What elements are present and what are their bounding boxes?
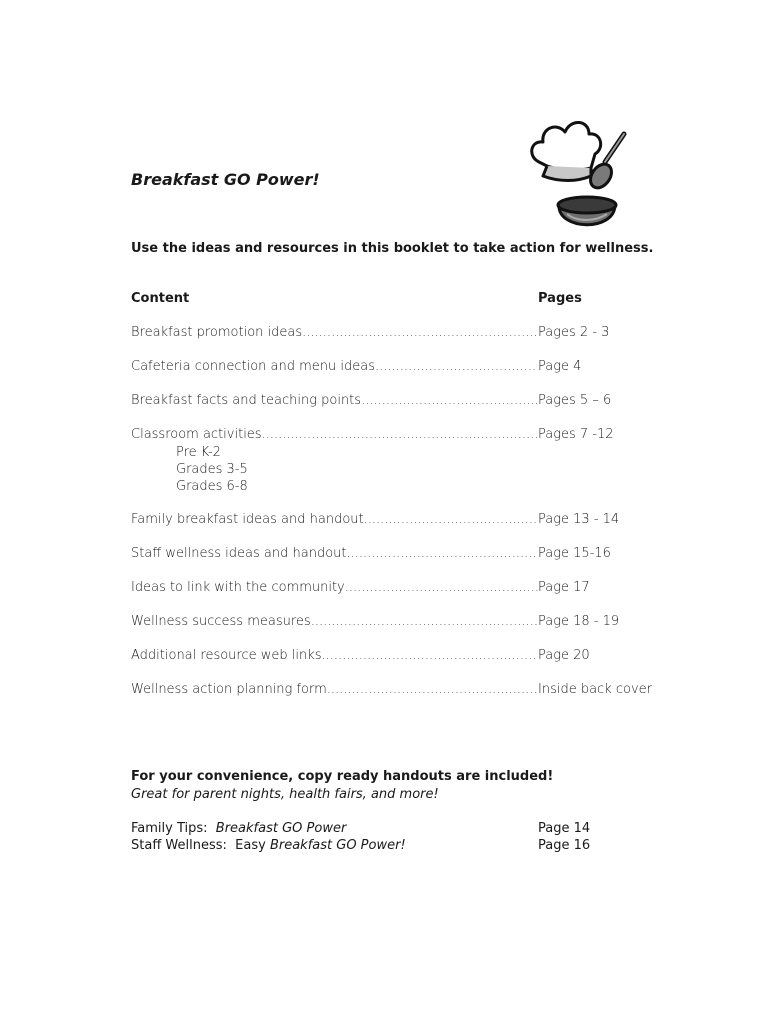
page-title: Breakfast GO Power! bbox=[131, 170, 320, 189]
bowl-icon bbox=[558, 197, 616, 225]
toc-row bbox=[131, 648, 651, 666]
intro-text: Use the ideas and resources in this booklet to take action for wellness. bbox=[131, 241, 654, 256]
handout-row bbox=[131, 838, 651, 853]
handout-prefix: Family Tips: bbox=[131, 821, 216, 836]
toc-leader bbox=[327, 682, 538, 697]
convenience-title: For your convenience, copy ready handouts are included! bbox=[131, 769, 554, 784]
toc-label: Family breakfast ideas and handout bbox=[131, 512, 364, 527]
toc-label: Cafeteria connection and menu ideas bbox=[131, 359, 375, 374]
toc-row bbox=[131, 546, 651, 564]
handout-row bbox=[131, 821, 651, 836]
toc-leader bbox=[262, 427, 538, 442]
toc-label: Additional resource web links bbox=[131, 648, 322, 663]
chef-hat-spoon-bowl-icon bbox=[525, 110, 635, 235]
toc-pages: Page 4 bbox=[538, 359, 582, 374]
toc-leader bbox=[361, 393, 538, 408]
handout-label bbox=[131, 821, 538, 836]
toc-pages: Pages 7 -12 bbox=[538, 427, 614, 442]
toc-leader bbox=[375, 359, 538, 374]
toc-leader bbox=[364, 512, 538, 527]
handout-title: Breakfast GO Power! bbox=[269, 838, 406, 853]
toc-leader bbox=[345, 580, 538, 595]
handout-title: Breakfast GO Power bbox=[215, 821, 347, 836]
toc-pages: Pages 2 - 3 bbox=[538, 325, 610, 340]
grade-item: Grades 3-5 bbox=[176, 462, 248, 477]
toc-header-content: Content bbox=[131, 291, 190, 306]
table-of-contents bbox=[131, 325, 651, 700]
toc-row bbox=[131, 325, 651, 343]
toc-leader bbox=[346, 546, 538, 561]
toc-row bbox=[131, 393, 651, 411]
toc-leader bbox=[322, 648, 538, 663]
toc-pages: Inside back cover bbox=[538, 682, 653, 697]
handout-prefix: Staff Wellness: Easy bbox=[131, 838, 270, 853]
toc-row bbox=[131, 427, 651, 445]
toc-pages: Pages 5 – 6 bbox=[538, 393, 612, 408]
toc-pages: Page 13 - 14 bbox=[538, 512, 620, 527]
handout-label bbox=[131, 838, 538, 853]
grade-item: Grades 6-8 bbox=[176, 479, 248, 494]
toc-row bbox=[131, 512, 651, 530]
toc-row bbox=[131, 614, 651, 632]
toc-header-pages: Pages bbox=[538, 291, 582, 306]
toc-row bbox=[131, 359, 651, 377]
toc-label: Staff wellness ideas and handout bbox=[131, 546, 347, 561]
toc-pages: Page 17 bbox=[538, 580, 590, 595]
toc-label: Ideas to link with the community bbox=[131, 580, 345, 595]
toc-label: Classroom activities bbox=[131, 427, 262, 442]
convenience-subtitle: Great for parent nights, health fairs, and more! bbox=[131, 787, 439, 802]
toc-label: Wellness success measures bbox=[131, 614, 311, 629]
handout-page: Page 14 bbox=[538, 821, 591, 836]
chef-hat-icon bbox=[532, 122, 601, 180]
grade-item: Pre K-2 bbox=[176, 445, 221, 460]
toc-pages: Page 18 - 19 bbox=[538, 614, 620, 629]
toc-pages: Page 20 bbox=[538, 648, 590, 663]
toc-row bbox=[131, 682, 651, 700]
toc-label: Breakfast promotion ideas bbox=[131, 325, 303, 340]
toc-leader bbox=[302, 325, 538, 340]
toc-label: Wellness action planning form bbox=[131, 682, 327, 697]
toc-leader bbox=[311, 614, 538, 629]
toc-pages: Page 15-16 bbox=[538, 546, 611, 561]
toc-label: Breakfast facts and teaching points bbox=[131, 393, 362, 408]
toc-row bbox=[131, 580, 651, 598]
handout-page: Page 16 bbox=[538, 838, 591, 853]
